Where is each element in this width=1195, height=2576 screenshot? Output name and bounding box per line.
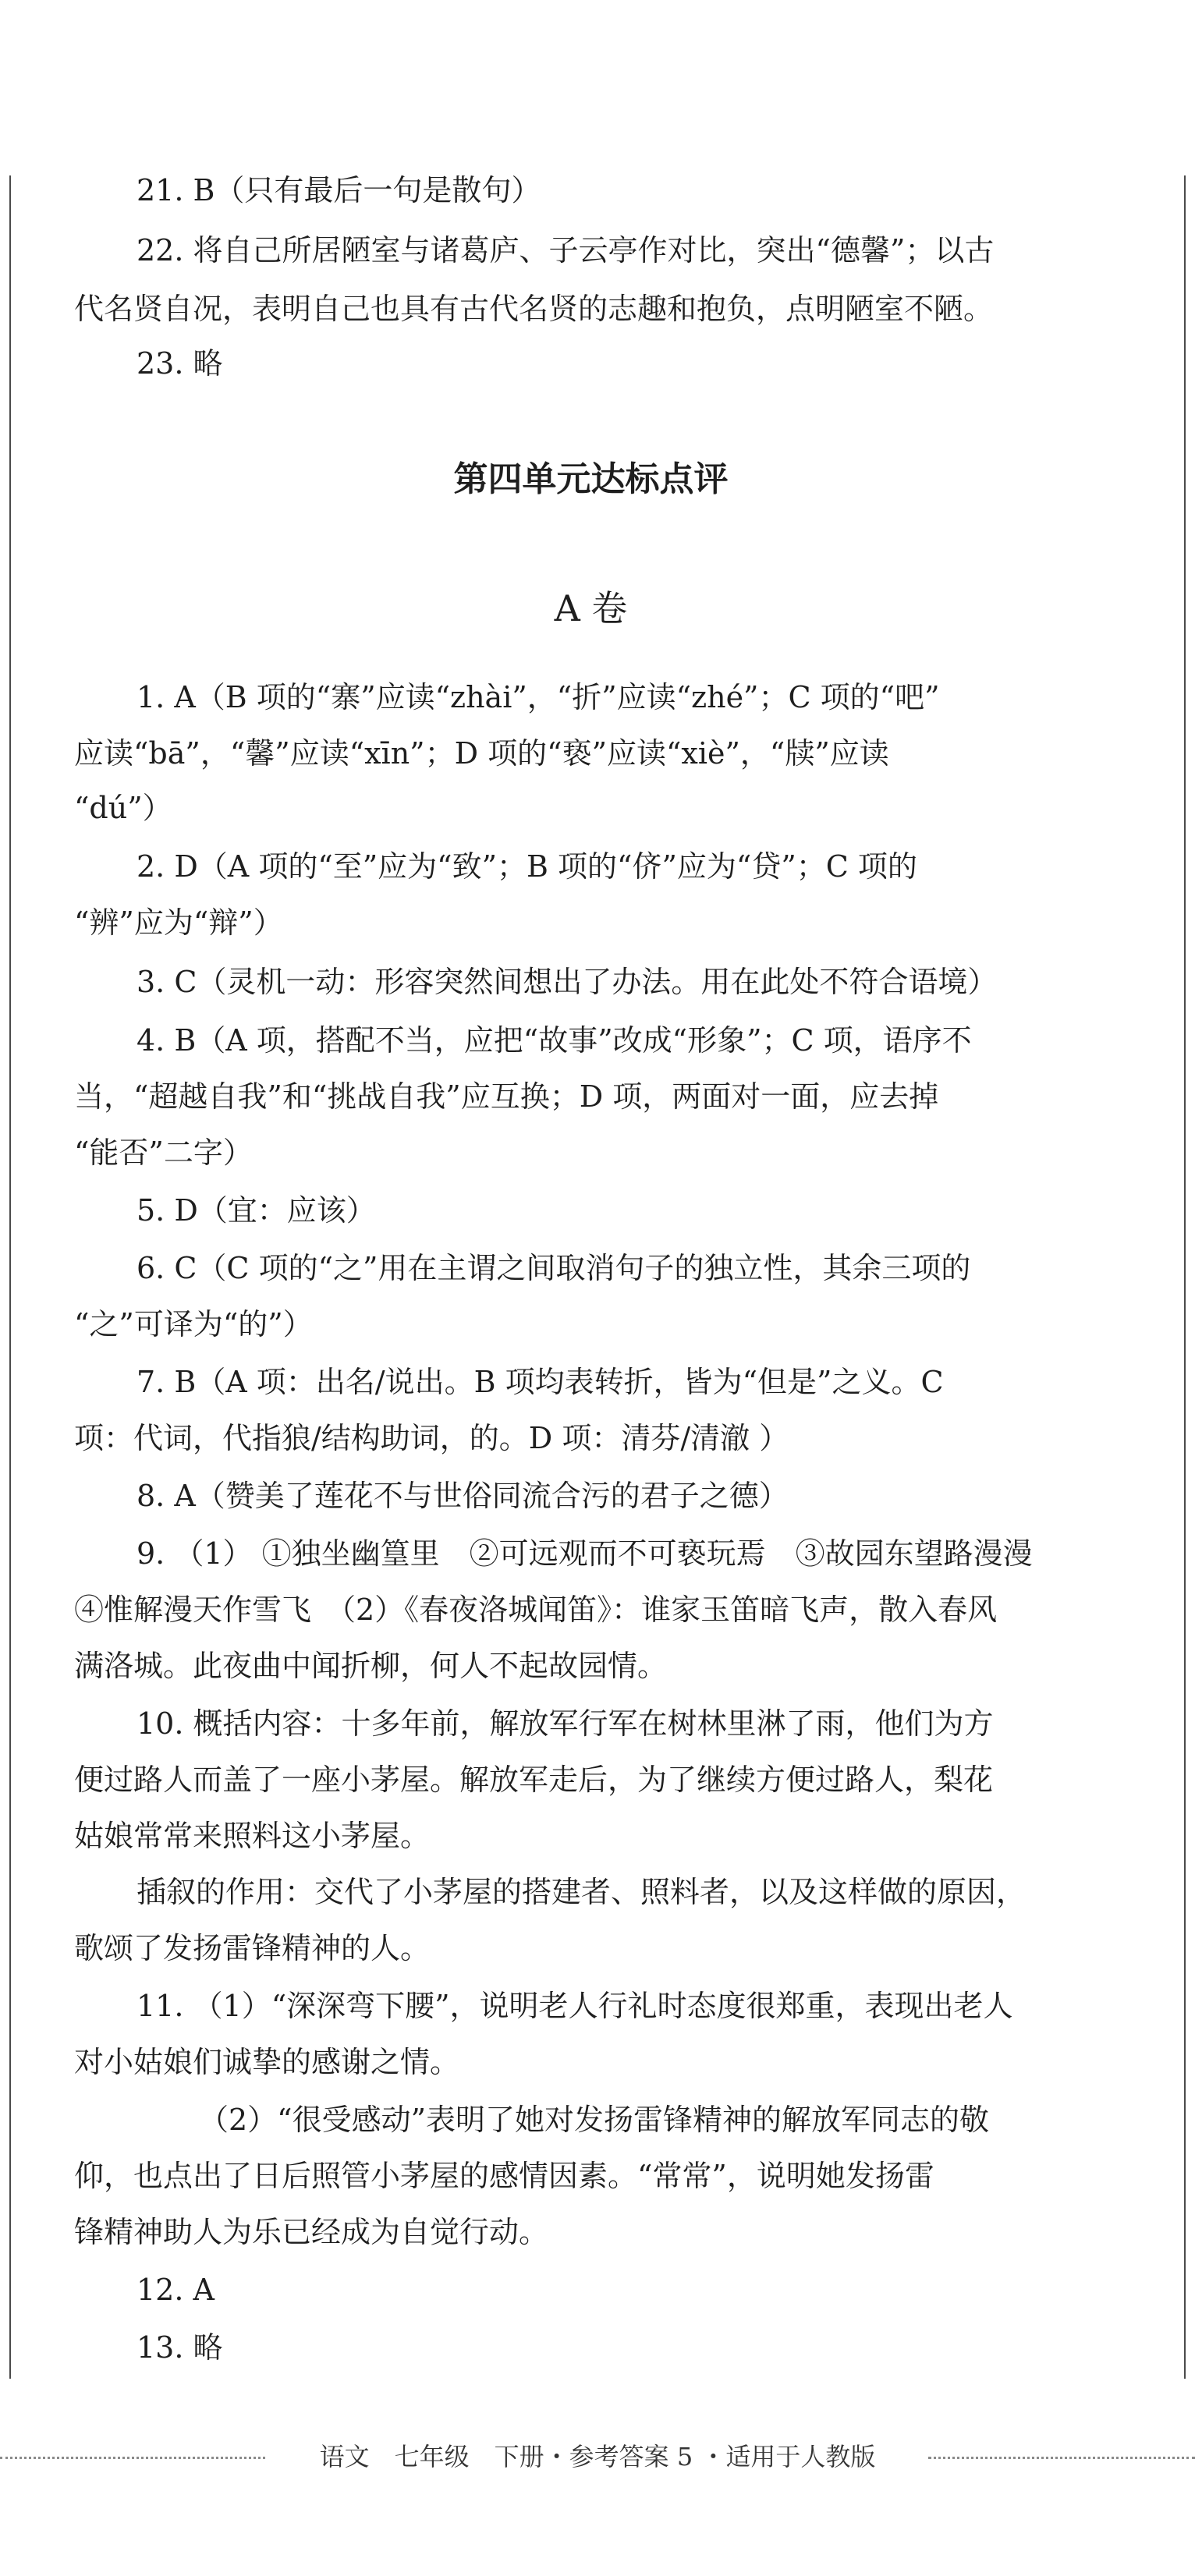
- answer-23: 23. 略: [137, 346, 223, 381]
- answer-11-line-5: 锋精神助人为乐已经成为自觉行动。: [74, 2215, 549, 2249]
- answer-4-line-1: 4. B（A 项，搭配不当，应把“故事”改成“形象”；C 项，语序不: [137, 1023, 972, 1058]
- answer-11-line-3: （2）“很受感动”表明了她对发扬雷锋精神的解放军同志的敬: [199, 2103, 990, 2137]
- answer-4-line-2: 当，“超越自我”和“挑战自我”应互换；D 项，两面对一面，应去掉: [74, 1079, 939, 1114]
- footer-label: 语文 七年级 下册・参考答案 5 ・适用于人教版: [309, 2442, 887, 2471]
- answer-11-line-2: 对小姑娘们诚挚的感谢之情。: [74, 2045, 460, 2079]
- answer-12: 12. A: [137, 2273, 215, 2307]
- answer-4-line-3: “能否”二字）: [74, 1136, 253, 1170]
- answer-10-line-5: 歌颂了发扬雷锋精神的人。: [74, 1931, 431, 1965]
- answer-2-line-2: “辨”应为“辩”）: [74, 905, 283, 940]
- answer-6-line-1: 6. C（C 项的“之”用在主谓之间取消句子的独立性，其余三项的: [137, 1251, 971, 1285]
- answer-9-line-1: 9. （1） ①独坐幽篁里 ②可远观而不可亵玩焉 ③故园东望路漫漫: [137, 1536, 1033, 1571]
- answer-2-line-1: 2. D（A 项的“至”应为“致”；B 项的“侪”应为“贷”；C 项的: [137, 849, 917, 884]
- answer-21: 21. B（只有最后一句是散句）: [137, 173, 541, 207]
- answer-1-line-2: 应读“bā”，“馨”应读“xīn”；D 项的“亵”应读“xiè”，“牍”应读: [74, 736, 889, 771]
- answer-7-line-2: 项：代词，代指狼/结构助词，的。D 项：清芬/清澈 ）: [74, 1421, 789, 1455]
- answer-5: 5. D（宜：应该）: [137, 1193, 376, 1228]
- unit-heading: 第四单元达标点评: [453, 459, 729, 499]
- right-margin-rule: [1184, 175, 1186, 2379]
- left-margin-rule: [9, 175, 11, 2379]
- answer-10-line-3: 姑娘常常来照料这小茅屋。: [74, 1819, 431, 1853]
- answer-6-line-2: “之”可译为“的”）: [74, 1307, 313, 1341]
- answer-1-line-3: “dú”）: [74, 791, 172, 825]
- answer-22-line-1: 22. 将自己所居陋室与诸葛庐、子云亭作对比，突出“德馨”；以古: [137, 233, 995, 268]
- page-footer: [0, 2437, 1195, 2476]
- answer-10-line-4: 插叙的作用：交代了小茅屋的搭建者、照料者，以及这样做的原因，: [137, 1875, 1027, 1909]
- answer-11-line-1: 11. （1）“深深弯下腰”，说明老人行礼时态度很郑重，表现出老人: [137, 1989, 1013, 2023]
- answer-10-line-2: 便过路人而盖了一座小茅屋。解放军走后，为了继续方便过路人，梨花: [74, 1763, 994, 1797]
- answer-7-line-1: 7. B（A 项：出名/说出。B 项均表转折，皆为“但是”之义。C: [137, 1365, 944, 1399]
- answer-22-line-2: 代名贤自况，表明自己也具有古代名贤的志趣和抱负，点明陋室不陋。: [74, 292, 994, 326]
- answer-11-line-4: 仰，也点出了日后照管小茅屋的感情因素。“常常”，说明她发扬雷: [74, 2159, 934, 2193]
- section-heading: A 卷: [554, 587, 628, 629]
- answer-3: 3. C（灵机一动：形容突然间想出了办法。用在此处不符合语境）: [137, 965, 998, 999]
- answer-9-line-2: ④惟解漫天作雪飞 （2）《春夜洛城闻笛》：谁家玉笛暗飞声，散入春风: [74, 1593, 998, 1627]
- answer-13: 13. 略: [137, 2330, 223, 2365]
- answer-10-line-1: 10. 概括内容：十多年前，解放军行军在树林里淋了雨，他们为方: [137, 1706, 994, 1741]
- answer-1-line-1: 1. A（B 项的“寨”应读“zhài”，“折”应读“zhé”；C 项的“吧”: [137, 680, 940, 714]
- answer-9-line-3: 满洛城。此夜曲中闻折柳，何人不起故园情。: [74, 1649, 668, 1683]
- answer-8: 8. A（赞美了莲花不与世俗同流合污的君子之德）: [137, 1479, 789, 1513]
